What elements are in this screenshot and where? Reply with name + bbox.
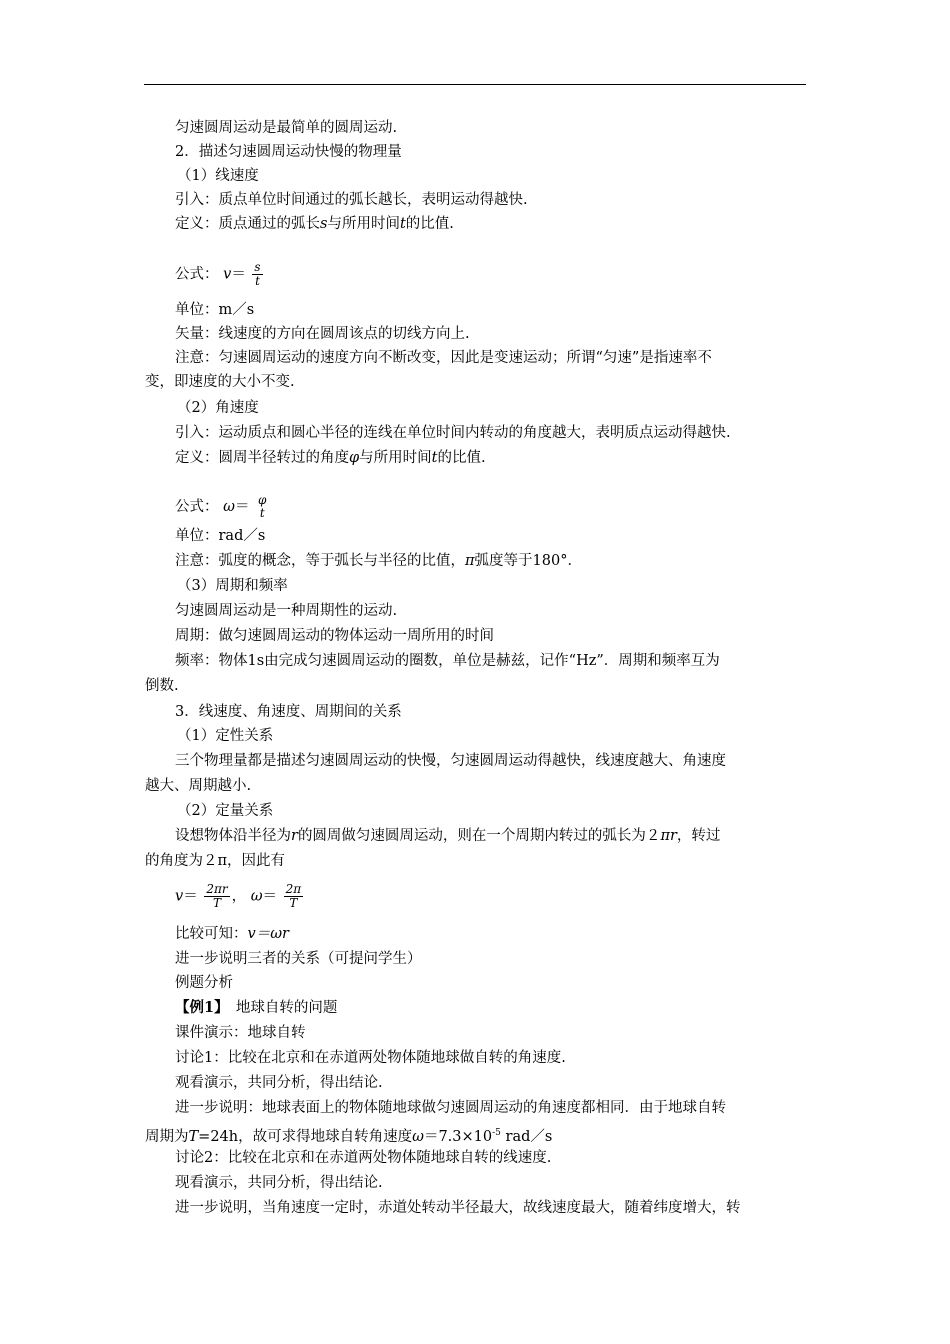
formula-line: 公式： v＝ $\frac{s}{t}$	[175, 260, 261, 288]
subsection-heading: （2）定量关系	[177, 803, 274, 819]
text-line: 周期为T=24h，故可求得地球自转角速度$\omega=7.3\times 10^{-5}$ rad／s	[145, 1128, 553, 1145]
text-line: 单位：rad／s	[175, 528, 266, 544]
subsection-heading: （1）线速度	[177, 168, 259, 184]
fraction: $\frac{2\pi r}{T}$	[206, 882, 228, 910]
text-line: 的角度为２π，因此有	[145, 853, 286, 869]
text-line: 单位：m／s	[175, 302, 255, 318]
section-heading: 2．描述匀速圆周运动快慢的物理量	[175, 144, 402, 160]
text-line: 周期：做匀速圆周运动的物体运动一周所用的时间	[175, 628, 494, 644]
text-line: 讨论1：比较在北京和在赤道两处物体随地球做自转的角速度.	[175, 1050, 566, 1066]
text-line: 三个物理量都是描述匀速圆周运动的快慢，匀速圆周运动得越快，线速度越大、角速度	[175, 753, 726, 769]
text-line: 观看演示，共同分析，得出结论.	[175, 1075, 383, 1091]
fraction: $\frac{2\pi}{T}$	[285, 882, 302, 910]
text-line: 越大、周期越小.	[145, 778, 252, 794]
text-line: 变，即速度的大小不变.	[145, 374, 295, 390]
text-line: 讨论2：比较在北京和在赤道两处物体随地球自转的线速度.	[175, 1150, 552, 1166]
text-line: 定义：圆周半径转过的角度φ与所用时间t的比值.	[175, 450, 486, 466]
text-line: 定义：质点通过的弧长s与所用时间t的比值.	[175, 216, 454, 232]
fraction: $\frac{s}{t}$	[254, 260, 261, 288]
subsection-heading: （3）周期和频率	[177, 578, 288, 594]
text-line: 倒数.	[145, 678, 179, 694]
text-line: 进一步说明：地球表面上的物体随地球做匀速圆周运动的角速度都相同．由于地球自转	[175, 1100, 726, 1116]
formula-line: 公式： ω＝ φ t	[175, 493, 267, 520]
text-line: 引入：质点单位时间通过的弧长越长，表明运动得越快.	[175, 192, 528, 208]
text-line: 引入：运动质点和圆心半径的连线在单位时间内转动的角度越大，表明质点运动得越快.	[175, 425, 731, 441]
example-heading: 【例1】 地球自转的问题	[175, 999, 338, 1016]
text-line: 进一步说明，当角速度一定时，赤道处转动半径最大，故线速度最大，随着纬度增大，转	[175, 1200, 741, 1216]
text-line: 匀速圆周运动是一种周期性的运动.	[175, 603, 398, 619]
text-line: 例题分析	[175, 975, 233, 991]
text-line: 矢量：线速度的方向在圆周该点的切线方向上.	[175, 326, 470, 342]
text-line: 比较可知：v＝ωr	[175, 926, 289, 942]
subsection-heading: （2）角速度	[177, 400, 259, 416]
text-line: 频率：物体1s由完成匀速圆周运动的圈数，单位是赫兹，记作“Hz”．周期和频率互为	[175, 653, 720, 669]
text-line: 进一步说明三者的关系（可提问学生）	[175, 951, 422, 967]
section-heading: 3．线速度、角速度、周期间的关系	[175, 704, 402, 720]
text-line: 注意：弧度的概念，等于弧长与半径的比值，π弧度等于180°．	[175, 553, 582, 569]
text-line: 设想物体沿半径为r的圆周做匀速圆周运动，则在一个周期内转过的弧长为２πr，转过	[175, 828, 721, 844]
header-rule	[144, 84, 806, 85]
fraction: φ t	[258, 493, 267, 520]
subsection-heading: （1）定性关系	[177, 728, 274, 744]
text-line: 现看演示，共同分析，得出结论.	[175, 1175, 383, 1191]
text-line: 注意：匀速圆周运动的速度方向不断改变，因此是变速运动；所谓“匀速”是指速率不	[175, 350, 712, 366]
formula-line: v＝ $\frac{2\pi r}{T}$ ， ω＝ $\frac{2\pi}{T}$	[175, 882, 302, 910]
text-line: 匀速圆周运动是最简单的圆周运动.	[175, 120, 398, 136]
text-line: 课件演示：地球自转	[175, 1025, 306, 1041]
